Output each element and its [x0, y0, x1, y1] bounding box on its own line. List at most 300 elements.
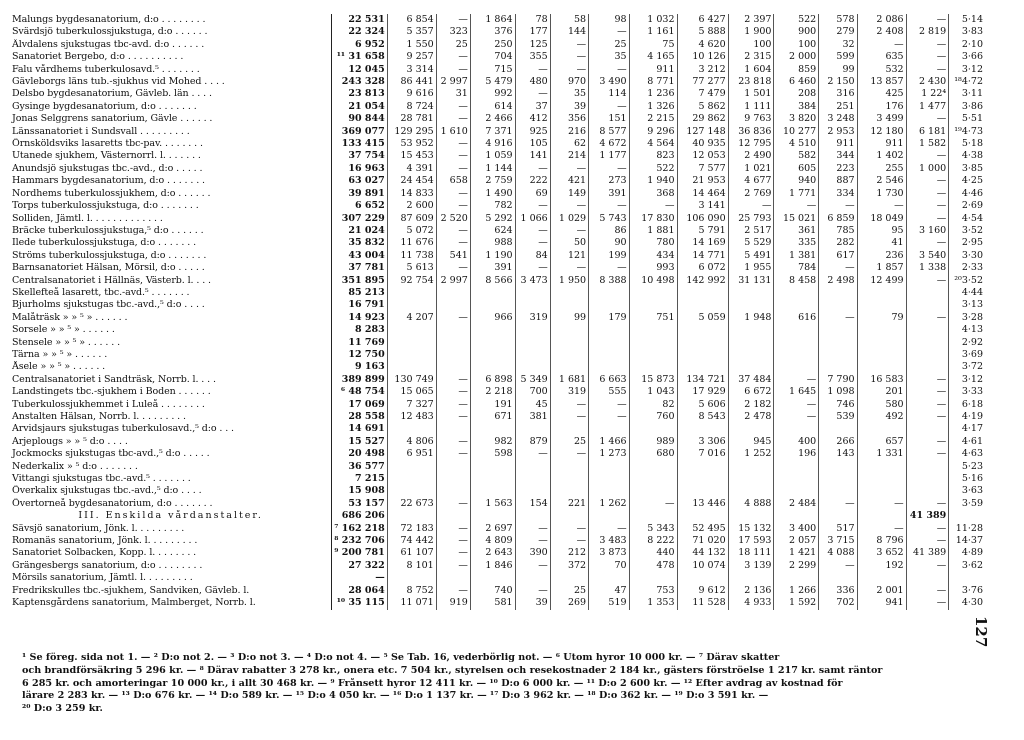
table-cell: 4·38	[961, 150, 983, 162]
table-cell	[774, 337, 819, 349]
table-cell: 25	[589, 39, 629, 51]
table-cell	[906, 324, 949, 336]
table-cell: 71 020	[677, 535, 728, 547]
table-cell	[906, 473, 949, 485]
table-cell: 4 620	[677, 39, 728, 51]
table-cell: 617	[819, 250, 857, 262]
institution-name: Gävleborgs läns tub.-sjukhus vid Mohed . . . .	[10, 76, 332, 88]
table-cell: 14 464	[677, 188, 728, 200]
table-cell: 336	[819, 585, 857, 597]
table-cell: —	[515, 64, 550, 76]
table-cell: 12 750	[332, 349, 387, 361]
table-cell	[387, 324, 436, 336]
table-cell: 176	[857, 101, 906, 113]
table-cell: —	[436, 138, 470, 150]
table-cell: —	[629, 200, 677, 212]
table-cell: 41	[857, 237, 906, 249]
table-cell: —	[550, 64, 588, 76]
table-row	[10, 399, 985, 411]
table-cell: 5·23	[961, 460, 983, 472]
table-cell: 3·69	[961, 348, 983, 360]
table-cell: —	[906, 399, 949, 411]
table-cell: 4 088	[819, 547, 857, 559]
table-cell: 1 501	[728, 88, 774, 100]
table-cell: —	[515, 585, 550, 597]
table-cell: 251	[819, 101, 857, 113]
table-cell	[470, 423, 515, 435]
table-cell: 1 190	[470, 250, 515, 262]
table-cell: 4·19	[961, 411, 983, 422]
table-cell: 15 873	[629, 374, 677, 386]
table-row	[10, 101, 985, 113]
table-cell: 2 759	[470, 175, 515, 187]
table-cell: 8 101	[387, 560, 436, 572]
table-cell: —	[906, 585, 949, 597]
table-row	[10, 126, 985, 138]
table-cell: —	[550, 51, 588, 63]
table-row	[10, 411, 985, 423]
table-cell: 99	[550, 312, 588, 324]
table-cell: 255	[857, 163, 906, 175]
table-cell	[629, 423, 677, 435]
table-cell: 3·59	[961, 497, 983, 509]
table-cell	[819, 324, 857, 336]
table-cell	[387, 473, 436, 485]
table-cell: —	[550, 448, 588, 460]
table-cell	[470, 349, 515, 361]
table-cell	[819, 485, 857, 497]
table-cell: 1 864	[470, 14, 515, 26]
table-cell: 99	[819, 64, 857, 76]
table-cell: 1 098	[819, 386, 857, 398]
table-cell: 1 22⁴	[906, 88, 949, 100]
table-cell: 5 791	[677, 225, 728, 237]
table-row	[10, 287, 985, 299]
table-row	[10, 324, 985, 336]
table-cell: 1 610	[436, 126, 470, 138]
table-cell	[728, 299, 774, 311]
table-cell: 3·30	[961, 249, 983, 261]
table-cell: 680	[629, 448, 677, 460]
table-cell	[589, 423, 629, 435]
table-cell: 1 266	[774, 585, 819, 597]
table-cell: —	[589, 399, 629, 411]
table-cell	[550, 361, 588, 373]
table-row	[10, 275, 985, 287]
table-cell: 37 781	[332, 262, 387, 274]
table-cell: —	[436, 374, 470, 386]
table-cell	[589, 473, 629, 485]
institution-name: Fredrikskulles tbc.-sjukhem, Sandviken, Gävleb. l.	[10, 585, 332, 597]
table-cell	[906, 361, 949, 373]
table-cell: 3 139	[728, 560, 774, 572]
table-cell: —	[774, 399, 819, 411]
table-cell: —	[436, 560, 470, 572]
table-cell: 98	[589, 14, 629, 26]
table-cell	[728, 485, 774, 497]
table-cell	[589, 324, 629, 336]
table-cell: 5 479	[470, 76, 515, 88]
section-extra: 41 389	[906, 510, 949, 522]
table-cell: —	[550, 411, 588, 423]
table-cell: 4·63	[961, 448, 983, 460]
table-cell: 5 613	[387, 262, 436, 274]
table-cell: 21 054	[332, 101, 387, 113]
table-cell: 10 277	[774, 126, 819, 138]
table-cell: —	[436, 523, 470, 535]
table-cell: 154	[515, 498, 550, 510]
table-cell: 7 327	[387, 399, 436, 411]
table-row	[10, 26, 985, 38]
table-cell: 1 059	[470, 150, 515, 162]
table-cell: 266	[819, 436, 857, 448]
table-cell	[728, 461, 774, 473]
table-cell: —	[906, 411, 949, 423]
table-cell: 4·17	[961, 423, 983, 435]
table-cell: 4 672	[589, 138, 629, 150]
table-cell: 9 257	[387, 51, 436, 63]
table-cell: 149	[550, 188, 588, 200]
table-cell	[470, 473, 515, 485]
table-row	[10, 448, 985, 460]
table-cell: 15 908	[332, 485, 387, 497]
table-cell: —	[819, 262, 857, 274]
table-cell: 480	[515, 76, 550, 88]
footnote-line: 6 285 kr. och amorteringar 10 000 kr., i allt 30 468 kr. — ⁹ Frånsett hyror 12 411 kr. — ¹⁰ D:o 6 000 kr. — ¹¹ D:o 2 600 kr. — ¹² Efter avdrag av kostnad för	[22, 677, 843, 689]
table-cell: 18 049	[857, 213, 906, 225]
table-cell: 1 730	[857, 188, 906, 200]
table-row	[10, 213, 985, 225]
table-cell: —	[436, 200, 470, 212]
table-cell	[436, 299, 470, 311]
table-cell	[819, 510, 857, 522]
table-cell: —	[589, 411, 629, 423]
table-cell: 3 400	[774, 523, 819, 535]
table-cell	[436, 423, 470, 435]
table-cell: ⁸ 232 706	[332, 535, 387, 547]
table-cell: —	[857, 200, 906, 212]
table-cell: 2 299	[774, 560, 819, 572]
table-cell	[387, 361, 436, 373]
table-cell: 2·33	[961, 262, 983, 274]
table-cell	[436, 461, 470, 473]
institution-name: Länssanatoriet i Sundsvall . . . . . . . . .	[10, 126, 332, 138]
table-cell: 369 077	[332, 126, 387, 138]
institution-name: Sanatoriet Bergebo, d:o . . . . . . . . . .	[10, 51, 332, 63]
table-cell: 14 923	[332, 312, 387, 324]
table-cell	[515, 461, 550, 473]
table-cell: —	[436, 498, 470, 510]
table-cell: 6 951	[387, 448, 436, 460]
table-cell	[906, 423, 949, 435]
table-cell: —	[906, 597, 949, 609]
table-cell	[857, 473, 906, 485]
table-cell	[728, 324, 774, 336]
table-cell: 47	[589, 585, 629, 597]
table-cell: 17 593	[728, 535, 774, 547]
table-cell: 10 074	[677, 560, 728, 572]
table-cell: 100	[728, 39, 774, 51]
table-cell: 598	[470, 448, 515, 460]
table-cell: 75	[629, 39, 677, 51]
table-cell: 1 421	[774, 547, 819, 559]
table-cell: —	[436, 225, 470, 237]
institution-name: Ströms tuberkulossjukstuga, d:o . . . . . . .	[10, 250, 332, 262]
table-row	[10, 361, 985, 373]
table-cell: —	[906, 436, 949, 448]
table-cell: 2 182	[728, 399, 774, 411]
table-cell	[677, 337, 728, 349]
table-cell: 69	[515, 188, 550, 200]
table-cell	[728, 361, 774, 373]
table-row	[10, 51, 985, 63]
table-cell: 17 830	[629, 213, 677, 225]
table-cell	[857, 361, 906, 373]
table-cell: 704	[470, 51, 515, 63]
table-cell: 61 107	[387, 547, 436, 559]
table-cell: 1 846	[470, 560, 515, 572]
table-cell: 8 796	[857, 535, 906, 547]
table-row	[10, 163, 985, 175]
table-cell: 823	[629, 150, 677, 162]
table-cell	[629, 572, 677, 584]
table-cell	[728, 337, 774, 349]
table-row	[10, 498, 985, 510]
table-cell: ⁷ 162 218	[332, 523, 387, 535]
table-cell: 2·69	[961, 200, 983, 212]
table-cell: 900	[774, 26, 819, 38]
table-cell: —	[550, 523, 588, 535]
table-cell: 105	[515, 138, 550, 150]
table-cell	[589, 337, 629, 349]
table-cell: 8 724	[387, 101, 436, 113]
table-cell: 356	[550, 113, 588, 125]
table-cell: 2·95	[961, 237, 983, 249]
table-cell: 27 322	[332, 560, 387, 572]
table-cell	[550, 349, 588, 361]
table-cell: 5 529	[728, 237, 774, 249]
table-cell: 250	[470, 39, 515, 51]
table-cell: 478	[629, 560, 677, 572]
table-cell: 1 144	[470, 163, 515, 175]
table-cell: 3·76	[961, 584, 983, 596]
table-cell: —	[819, 200, 857, 212]
table-row	[10, 64, 985, 76]
table-cell: 2 953	[819, 126, 857, 138]
institution-name: Landstingets tbc.-sjukhem i Boden . . . . . .	[10, 386, 332, 398]
table-cell: 17 929	[677, 386, 728, 398]
table-cell	[387, 485, 436, 497]
institution-name: Anundsjö sjukstugas tbc.-avd., d:o . . . . .	[10, 163, 332, 175]
table-cell: —	[906, 535, 949, 547]
table-cell: 92 754	[387, 275, 436, 287]
institution-name: Älvdalens sjukstugas tbc-avd. d:o . . . . . .	[10, 39, 332, 51]
table-cell: 77 277	[677, 76, 728, 88]
table-cell: 142 992	[677, 275, 728, 287]
table-cell	[677, 361, 728, 373]
table-cell: —	[906, 113, 949, 125]
page-number: 127	[972, 616, 990, 648]
table-cell: 243 328	[332, 76, 387, 88]
table-cell: —	[436, 64, 470, 76]
table-cell: —	[515, 163, 550, 175]
table-cell	[589, 572, 629, 584]
table-cell: —	[550, 399, 588, 411]
table-cell: 22 324	[332, 26, 387, 38]
institution-name: Delsbo bygdesanatorium, Gävleb. län . . . .	[10, 88, 332, 100]
institution-name: Örnsköldsviks lasaretts tbc-pav. . . . . . . .	[10, 138, 332, 150]
table-cell: 52 495	[677, 523, 728, 535]
table-cell: 361	[774, 225, 819, 237]
table-cell: 12 795	[728, 138, 774, 150]
table-cell: —	[436, 448, 470, 460]
table-cell	[677, 287, 728, 299]
table-cell	[550, 299, 588, 311]
table-cell: 2 997	[436, 76, 470, 88]
table-row	[10, 200, 985, 212]
table-cell: 3·13	[961, 299, 983, 311]
table-cell: 3 314	[387, 64, 436, 76]
table-cell: 391	[470, 262, 515, 274]
table-cell: 2 397	[728, 14, 774, 26]
section-total: 686 206	[332, 510, 387, 522]
table-cell	[629, 510, 677, 522]
institution-name: Solliden, Jämtl. l. . . . . . . . . . . . .	[10, 213, 332, 225]
table-row	[10, 312, 985, 324]
table-cell	[387, 510, 436, 522]
table-cell: 130 749	[387, 374, 436, 386]
table-cell: 23 813	[332, 88, 387, 100]
table-cell: —	[436, 150, 470, 162]
table-cell	[387, 572, 436, 584]
table-cell: 945	[728, 436, 774, 448]
table-cell: 522	[774, 14, 819, 26]
table-cell: 555	[589, 386, 629, 398]
table-cell: —	[906, 448, 949, 460]
table-cell: 4 809	[470, 535, 515, 547]
table-cell: —	[629, 498, 677, 510]
table-cell: 37 754	[332, 150, 387, 162]
table-cell: 14 169	[677, 237, 728, 249]
table-cell: 753	[629, 585, 677, 597]
table-cell: 25	[550, 585, 588, 597]
table-cell: 1 604	[728, 64, 774, 76]
table-cell: —	[589, 163, 629, 175]
table-cell: 925	[515, 126, 550, 138]
table-cell	[774, 324, 819, 336]
table-cell: —	[906, 386, 949, 398]
table-row	[10, 337, 985, 349]
table-cell: 1 950	[550, 275, 588, 287]
table-cell: 282	[819, 237, 857, 249]
table-cell	[550, 461, 588, 473]
table-cell	[906, 485, 949, 497]
table-cell	[629, 299, 677, 311]
footnotes	[22, 652, 992, 716]
table-cell	[677, 461, 728, 473]
table-cell	[857, 485, 906, 497]
table-cell: 133 415	[332, 138, 387, 150]
table-cell: 5 343	[629, 523, 677, 535]
table-cell: 400	[774, 436, 819, 448]
table-cell: —	[436, 312, 470, 324]
table-cell: 16 963	[332, 163, 387, 175]
table-cell: 3·62	[961, 559, 983, 571]
institution-name: Kaptensgårdens sanatorium, Malmberget, Norrb. l.	[10, 597, 332, 609]
institution-name: Bräcke tuberkulossjukstuga,⁵ d:o . . . . . .	[10, 225, 332, 237]
table-cell: —	[515, 262, 550, 274]
table-cell	[436, 572, 470, 584]
table-cell: 45	[515, 399, 550, 411]
table-cell: 15 453	[387, 150, 436, 162]
table-cell: 1 353	[629, 597, 677, 609]
table-cell	[728, 473, 774, 485]
table-cell: 384	[774, 101, 819, 113]
table-cell: 2 517	[728, 225, 774, 237]
table-cell: —	[906, 200, 949, 212]
table-cell	[515, 473, 550, 485]
table-cell: —	[906, 213, 949, 225]
table-cell: 2 218	[470, 386, 515, 398]
institution-name: Åsele » » ⁵ » . . . . . .	[10, 361, 332, 373]
table-cell: 35 832	[332, 237, 387, 249]
table-cell: —	[906, 312, 949, 324]
table-cell: —	[550, 163, 588, 175]
table-cell: 368	[629, 188, 677, 200]
table-cell: —	[515, 523, 550, 535]
table-cell: 746	[819, 399, 857, 411]
table-cell: 700	[515, 386, 550, 398]
table-cell	[387, 423, 436, 435]
table-cell: 4·30	[961, 597, 983, 609]
table-cell: 988	[470, 237, 515, 249]
table-cell	[819, 572, 857, 584]
table-cell: 5 357	[387, 26, 436, 38]
institution-name: Skellefteå lasarett, tbc.-avd.⁵ . . . . . . .	[10, 287, 332, 299]
table-cell: 1 161	[629, 26, 677, 38]
table-cell: 1 563	[470, 498, 515, 510]
table-row	[10, 473, 985, 485]
institution-name: Överkalix sjukstugas tbc.-avd.,⁵ d:o . . . .	[10, 485, 332, 497]
institution-name: Jonas Selggrens sanatorium, Gävle . . . . . .	[10, 113, 332, 125]
table-cell: 740	[470, 585, 515, 597]
table-cell	[550, 324, 588, 336]
table-cell: —	[436, 237, 470, 249]
institution-name: Sävsjö sanatorium, Jönk. l. . . . . . . . .	[10, 523, 332, 535]
table-cell	[470, 299, 515, 311]
table-cell: 279	[819, 26, 857, 38]
table-cell	[906, 287, 949, 299]
table-cell: 192	[857, 560, 906, 572]
table-cell	[515, 485, 550, 497]
table-cell: 782	[470, 200, 515, 212]
table-cell: 2 136	[728, 585, 774, 597]
table-cell: 2 057	[774, 535, 819, 547]
table-cell: —	[906, 374, 949, 386]
table-cell: 2 769	[728, 188, 774, 200]
table-cell: —	[436, 14, 470, 26]
table-cell: 522	[629, 163, 677, 175]
table-cell: 17 069	[332, 399, 387, 411]
table-cell	[629, 349, 677, 361]
table-cell: 28 558	[332, 411, 387, 423]
table-cell: 3 483	[589, 535, 629, 547]
table-cell	[629, 324, 677, 336]
table-cell	[819, 337, 857, 349]
table-cell: 879	[515, 436, 550, 448]
table-cell: 8 752	[387, 585, 436, 597]
table-cell: 28 064	[332, 585, 387, 597]
